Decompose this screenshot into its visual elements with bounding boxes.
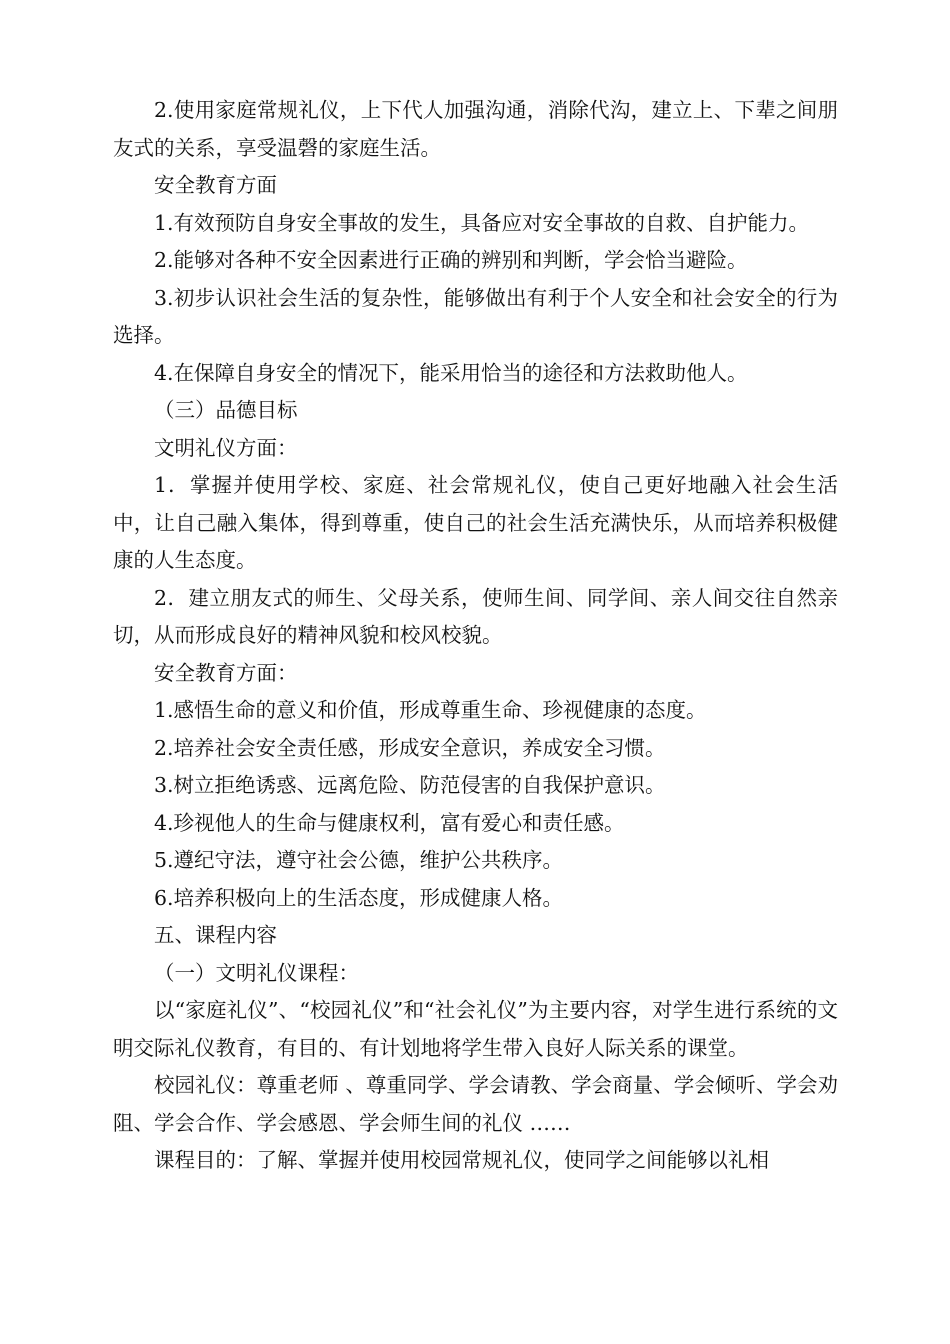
- paragraph-course-purpose: 课程目的：了解、掌握并使用校园常规礼仪，使同学之间能够以礼相: [154, 1148, 769, 1172]
- heading-moral-goals: （三）品德目标: [154, 398, 298, 422]
- paragraph-course-intro: 以“家庭礼仪”、“校园礼仪”和“社会礼仪”为主要内容，对学生进行系统的文明交际礼仪教育，有目的、有计划地将学生带入良好人际关系的课堂。: [113, 998, 838, 1060]
- document-body: [113, 92, 838, 1180]
- paragraph-moral-safety-3: 3.树立拒绝诱惑、远离危险、防范侵害的自我保护意识。: [154, 773, 666, 797]
- paragraph-moral-safety-1: 1.感悟生命的意义和价值，形成尊重生命、珍视健康的态度。: [154, 698, 707, 722]
- heading-safety-education-2: 安全教育方面：: [154, 660, 298, 685]
- paragraph-campus-etiquette: 校园礼仪：尊重老师 、尊重同学、学会请教、学会商量、学会倾听、学会劝阻、学会合作、学会感恩、学会师生间的礼仪 ……: [113, 1073, 838, 1135]
- paragraph-moral-safety-6: 6.培养积极向上的生活态度，形成健康人格。: [154, 885, 564, 910]
- heading-safety-education: 安全教育方面: [154, 173, 277, 197]
- paragraph-moral-safety-5: 5.遵纪守法，遵守社会公德，维护公共秩序。: [154, 848, 564, 872]
- paragraph-safety-2: 2.能够对各种不安全因素进行正确的辨别和判断，学会恰当避险。: [154, 248, 748, 272]
- heading-civility-course: （一）文明礼仪课程：: [154, 960, 359, 985]
- paragraph-safety-3: 3.初步认识社会生活的复杂性，能够做出有利于个人安全和社会安全的行为选择。: [113, 285, 838, 347]
- heading-civility-etiquette: 文明礼仪方面：: [154, 435, 298, 460]
- paragraph-moral-safety-2: 2.培养社会安全责任感，形成安全意识，养成安全习惯。: [154, 735, 666, 760]
- paragraph-family-etiquette-2: 2.使用家庭常规礼仪，上下代人加强沟通，消除代沟，建立上、下辈之间朋友式的关系，享受温磬的家庭生活。: [113, 98, 838, 160]
- paragraph-safety-4: 4.在保障自身安全的情况下，能采用恰当的途径和方法救助他人。: [154, 360, 748, 385]
- paragraph-safety-1: 1.有效预防自身安全事故的发生，具备应对安全事故的自救、自护能力。: [154, 210, 810, 235]
- paragraph-civility-2: 2．建立朋友式的师生、父母关系，使师生间、同学间、亲人间交往自然亲切，从而形成良好的精神风貌和校风校貌。: [113, 585, 838, 647]
- paragraph-civility-1: 1．掌握并使用学校、家庭、社会常规礼仪，使自己更好地融入社会生活中，让自己融入集体，得到尊重，使自己的社会生活充满快乐，从而培养积极健康的人生态度。: [113, 473, 838, 572]
- paragraph-moral-safety-4: 4.珍视他人的生命与健康权利，富有爱心和责任感。: [154, 810, 625, 835]
- heading-course-content: 五、课程内容: [154, 923, 277, 947]
